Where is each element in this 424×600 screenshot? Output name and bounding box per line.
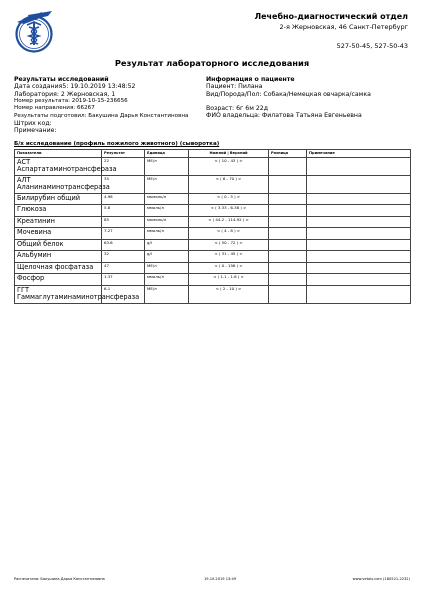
diff-cell [269, 228, 307, 240]
indicator-cell: Мочевина [15, 228, 102, 240]
study-info [14, 76, 204, 135]
lab-name: Лечебно-диагностический отдел [254, 12, 408, 21]
result-cell: 5.8 [102, 205, 145, 217]
range-cell: < ( 4 - 8 ) > [189, 228, 269, 240]
diff-cell [269, 157, 307, 175]
result-cell: 85 [102, 216, 145, 228]
unit-cell: g/l [145, 251, 189, 263]
diff-cell [269, 216, 307, 228]
table-row [15, 274, 411, 286]
range-cell: < ( 2 - 10 ) > [189, 285, 269, 303]
table-row [15, 157, 411, 175]
lab-address: 2-я Жерновская, 46 Санкт-Петербург [279, 23, 408, 31]
note-cell [307, 175, 411, 193]
table-row [15, 193, 411, 205]
note-cell [307, 262, 411, 274]
unit-cell: мкмоль/л [145, 216, 189, 228]
result-cell: 47 [102, 262, 145, 274]
barcode: Штрих код: [14, 119, 52, 127]
table-row [15, 262, 411, 274]
range-cell: < ( 3.33 - 6.38 ) > [189, 205, 269, 217]
result-cell: 32 [102, 251, 145, 263]
unit-cell: ммоль/л [145, 228, 189, 240]
table-header-row [15, 150, 411, 158]
diff-cell [269, 285, 307, 303]
lab-header [254, 12, 408, 31]
note-cell [307, 285, 411, 303]
indicator-cell: Общий белок [15, 239, 102, 251]
diff-cell [269, 274, 307, 286]
diff-cell [269, 262, 307, 274]
footer-printed-by: Распечатала: Бакушина Дарья Константиновна [14, 577, 105, 581]
unit-cell: ммоль/л [145, 205, 189, 217]
indicator-cell: АЛТ Аланинаминотрансфераза [15, 175, 102, 193]
col-header-indicator: Показатели [15, 150, 102, 158]
lab-location: Лаборатория: 2 Жерновская, 1 [14, 90, 116, 98]
footer-datetime: 19.10.2019 13:49 [204, 577, 237, 581]
result-cell: 35 [102, 175, 145, 193]
note-cell [307, 205, 411, 217]
note-cell [307, 216, 411, 228]
diff-cell [269, 193, 307, 205]
results-table [14, 149, 411, 304]
unit-cell: мкмоль/л [145, 193, 189, 205]
indicator-cell: Альбумин [15, 251, 102, 263]
unit-cell: МЕ/л [145, 285, 189, 303]
note-cell [307, 228, 411, 240]
result-number: Номер результата: 2019-10-15-236656 [14, 98, 128, 105]
result-cell: 7.27 [102, 228, 145, 240]
prepared-by: Результаты подготовил: Бакушина Дарья Константиновна [14, 112, 189, 119]
table-row [15, 216, 411, 228]
referral-number: Номер направления: 66267 [14, 105, 95, 112]
owner-name: ФИО владельца: Филатова Татьяна Евгеньевна [206, 112, 362, 120]
col-header-note: Примечание [307, 150, 411, 158]
range-cell: < ( 6 - 70 ) > [189, 175, 269, 193]
col-header-range: Нижний | Верхний [189, 150, 269, 158]
footer-software: www.vetais.com (180521-2232) [352, 577, 410, 581]
table-row [15, 205, 411, 217]
study-note: Примечание: [14, 127, 57, 135]
caduceus-logo-icon [12, 10, 56, 54]
indicator-cell: Креатинин [15, 216, 102, 228]
patient-age: Возраст: 6г 6м 22д [206, 104, 268, 112]
note-cell [307, 274, 411, 286]
range-cell: < ( 0 - 5 ) > [189, 193, 269, 205]
result-cell: 4.98 [102, 193, 145, 205]
patient-species: Вид/Порода/Пол: Собака/Немецкая овчарка/самка [206, 90, 371, 98]
indicator-cell: Фосфор [15, 274, 102, 286]
note-cell [307, 239, 411, 251]
range-cell: < ( 10 - 43 ) > [189, 157, 269, 175]
range-cell: < ( 1.1 - 1.8 ) > [189, 274, 269, 286]
section-title: Б/х исследование (профиль пожилого животного) (сыворотка) [14, 141, 220, 147]
range-cell: < ( 0 - 156 ) > [189, 262, 269, 274]
unit-cell: g/l [145, 239, 189, 251]
unit-cell: МЕ/л [145, 175, 189, 193]
result-cell: 63.6 [102, 239, 145, 251]
diff-cell [269, 251, 307, 263]
indicator-cell: Билирубин общий [15, 193, 102, 205]
note-cell [307, 193, 411, 205]
diff-cell [269, 239, 307, 251]
created-date: Дата создания5: 19.10.2019 13:48:52 [14, 83, 136, 90]
unit-cell: ммоль/л [145, 274, 189, 286]
diff-cell [269, 205, 307, 217]
lab-phones: 527-50-45, 527-50-43 [336, 42, 408, 50]
unit-cell: МЕ/л [145, 157, 189, 175]
result-cell: 22 [102, 157, 145, 175]
indicator-cell: Глюкоза [15, 205, 102, 217]
result-cell: 6.1 [102, 285, 145, 303]
range-cell: < ( 50 - 72 ) > [189, 239, 269, 251]
note-cell [307, 251, 411, 263]
range-cell: < ( 44.2 - 114.92 ) > [189, 216, 269, 228]
unit-cell: МЕ/л [145, 262, 189, 274]
study-heading: Результаты исследований [14, 76, 109, 83]
table-row [15, 239, 411, 251]
table-row [15, 251, 411, 263]
patient-name: Пациент: Пилана [206, 83, 263, 90]
range-cell: < ( 31 - 45 ) > [189, 251, 269, 263]
col-header-unit: Единица [145, 150, 189, 158]
note-cell [307, 157, 411, 175]
diff-cell [269, 175, 307, 193]
col-header-result: Результат [102, 150, 145, 158]
col-header-diff: Разница [269, 150, 307, 158]
table-row [15, 175, 411, 193]
indicator-cell: АСТ Аспартатаминотрансфераза [15, 157, 102, 175]
patient-heading: Информация о пациенте [206, 76, 295, 83]
result-cell: 1.37 [102, 274, 145, 286]
indicator-cell: ГГТ Гаммаглутаминаминотрансфераза [15, 285, 102, 303]
page-title: Результат лабораторного исследования [114, 58, 310, 68]
table-row [15, 228, 411, 240]
patient-info [206, 76, 416, 120]
table-row [15, 285, 411, 303]
indicator-cell: Щелочная фосфатаза [15, 262, 102, 274]
